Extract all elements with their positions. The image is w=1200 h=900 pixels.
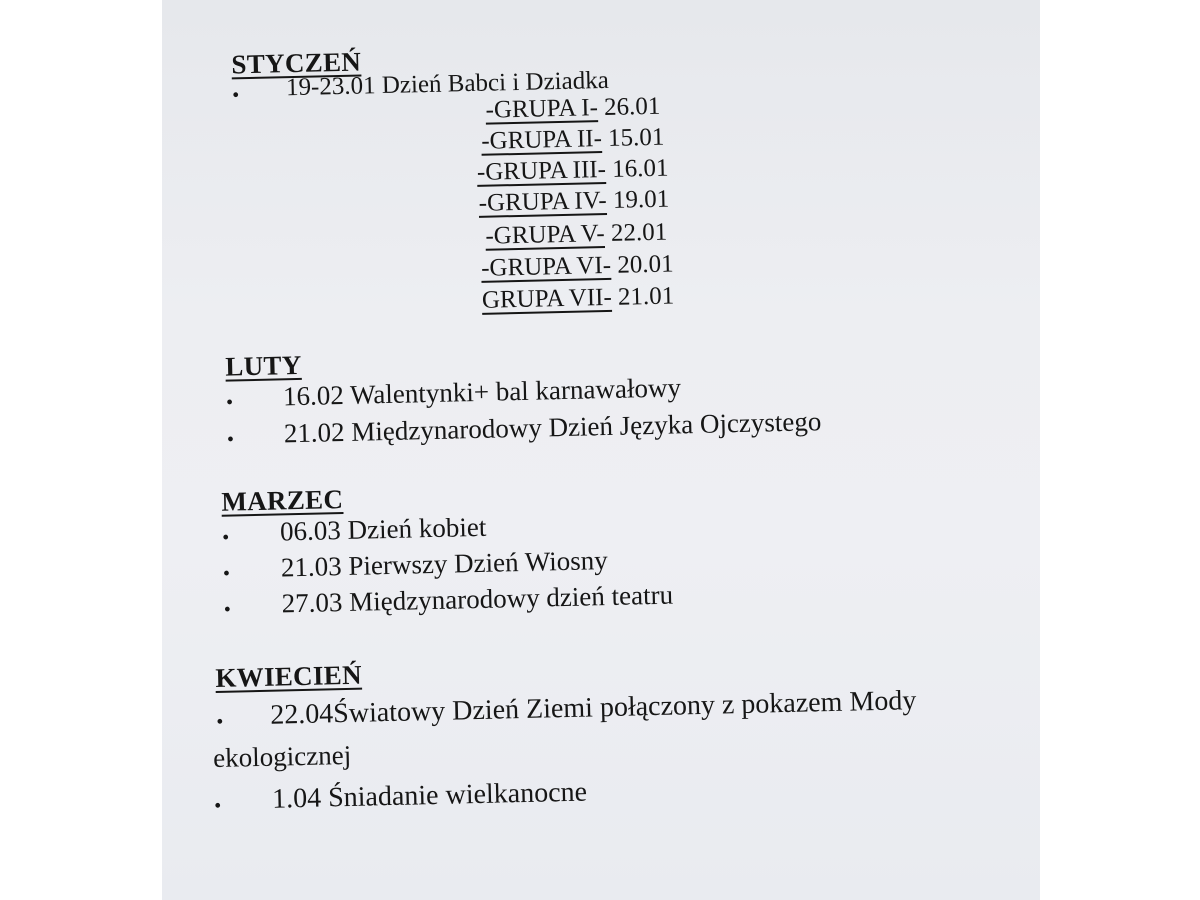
group-row (485, 219, 667, 251)
group-date: 22.01 (604, 218, 668, 248)
list-item-jezyk-ojczysty: 21.02 Międzynarodowy Dzień Języka Ojczystego (283, 406, 822, 449)
group-label: -GRUPA I- (485, 94, 599, 124)
group-date: 26.01 (597, 92, 661, 122)
group-label: -GRUPA II- (480, 125, 603, 155)
bullet: • (214, 794, 222, 818)
list-item-dzien-wiosny: 21.03 Pierwszy Dzień Wiosny (280, 545, 609, 583)
group-row (485, 93, 660, 125)
group-date: 16.01 (605, 154, 669, 183)
group-row (478, 186, 669, 218)
list-item-dzien-ziemi-continuation: ekologicznej (212, 739, 352, 774)
bullet: • (222, 562, 231, 585)
group-date: 15.01 (601, 123, 665, 153)
event-schedule (162, 0, 1040, 900)
bullet: • (216, 710, 224, 733)
group-date: 21.01 (611, 282, 675, 311)
list-item-dzien-kobiet: 06.03 Dzień kobiet (279, 511, 487, 547)
group-label: -GRUPA V- (485, 220, 605, 250)
bullet: • (223, 598, 232, 621)
group-label: -GRUPA IV- (478, 186, 608, 217)
bullet: • (221, 526, 230, 549)
group-row (477, 155, 669, 187)
group-date: 20.01 (610, 250, 674, 279)
paper-sheet (162, 0, 1040, 900)
bullet: • (226, 428, 235, 451)
bullet: • (225, 391, 234, 414)
group-label: -GRUPA III- (476, 155, 607, 186)
group-row (482, 282, 675, 314)
group-date: 19.01 (606, 185, 670, 214)
list-item-sniadanie: 1.04 Śniadanie wielkanocne (271, 776, 588, 815)
section-heading-luty: LUTY (224, 349, 302, 382)
section-heading-kwiecien: KWIECIEŃ (215, 659, 363, 693)
list-item-dzien-teatru: 27.03 Międzynarodowy dzień teatru (281, 579, 674, 619)
section-heading-styczen: STYCZEŃ (231, 46, 362, 80)
group-row (481, 250, 674, 282)
list-item-dzien-ziemi: 22.04Światowy Dzień Ziemi połączony z pokazem Mody (269, 685, 917, 731)
list-item-walentynki: 16.02 Walentynki+ bal karnawałowy (282, 372, 682, 412)
list-item-babcia-dziadek: 19-23.01 Dzień Babci i Dziadka (285, 66, 610, 102)
group-label: -GRUPA VI- (480, 251, 612, 282)
section-heading-marzec: MARZEC (221, 484, 344, 517)
group-row (481, 124, 665, 156)
bullet: • (231, 84, 240, 107)
group-label: GRUPA VII- (481, 283, 613, 314)
